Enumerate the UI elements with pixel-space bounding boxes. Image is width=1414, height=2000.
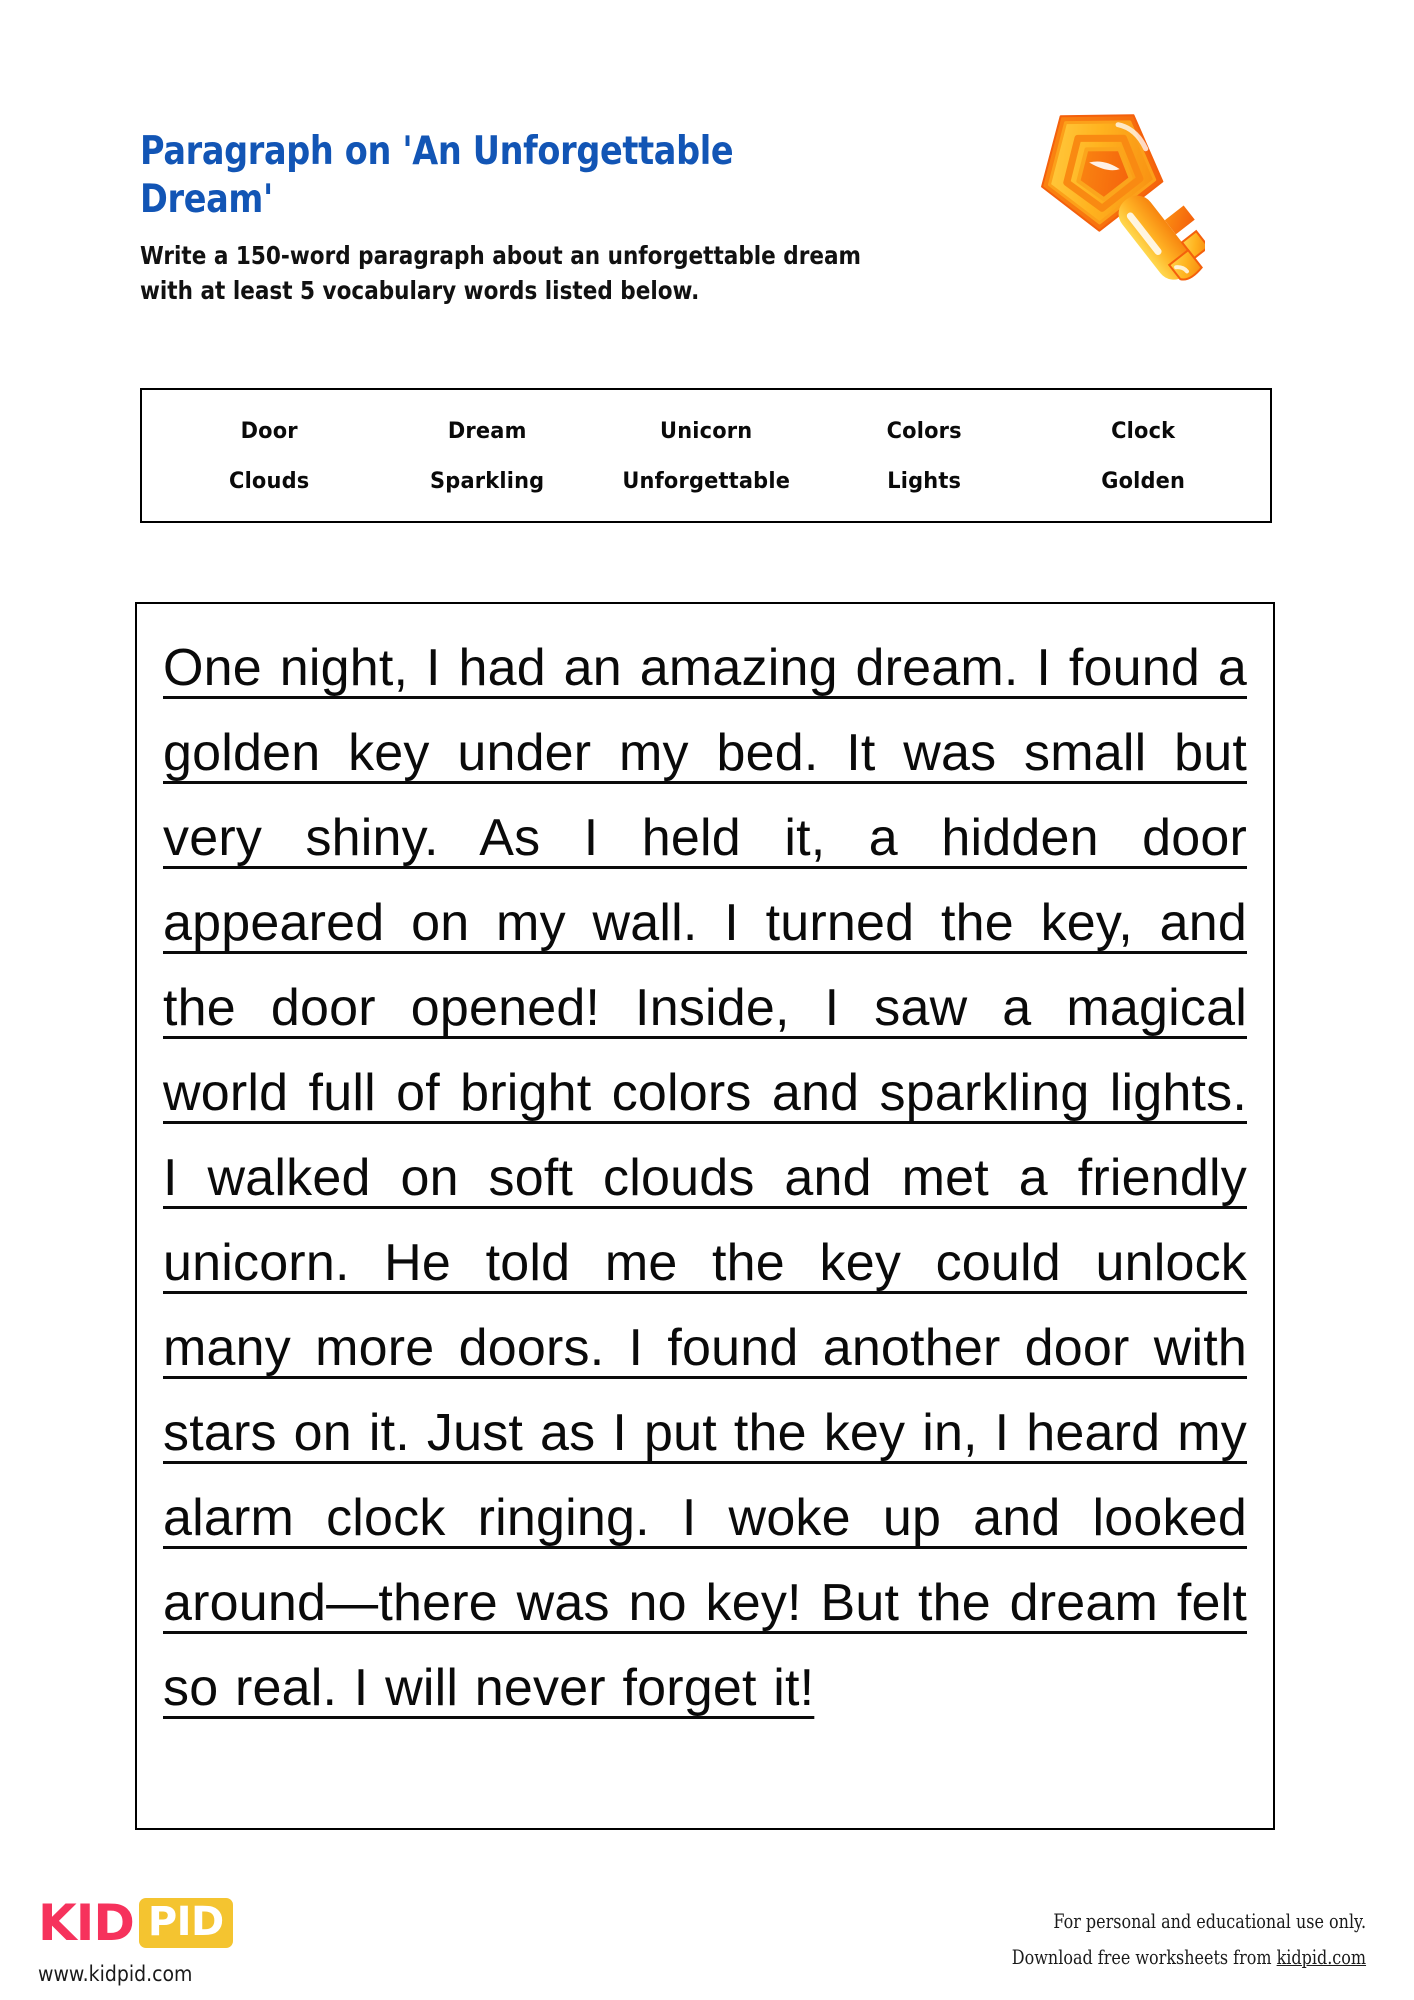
vocabulary-word: Sparkling [430, 467, 545, 494]
footer-note-line-1: For personal and educational use only. [1053, 1910, 1366, 1933]
vocabulary-word: Unforgettable [622, 467, 790, 494]
logo-pid-badge: PID [139, 1898, 233, 1948]
vocabulary-word: Unicorn [659, 417, 753, 444]
worksheet-header [140, 128, 1040, 309]
vocabulary-word: Dream [448, 417, 527, 444]
answer-paragraph: One night, I had an amazing dream. I found a golden key under my bed. It was small but very shiny. As I held it, a hidden door appeared on my wall. I turned the key, and the door opened! Inside, I saw a magical world full of bright colors and sparkling lights. I walked on soft clouds and met a friendly unicorn. He told me the key could unlock many more doors. I found another door with stars on it. Just as I put the key in, I heard my alarm clock ringing. I woke up and looked around—there was no key! But the dream felt so real. I will never forget it! [163, 639, 1247, 1717]
footer-site-link[interactable]: kidpid.com [1276, 1946, 1366, 1970]
vocabulary-word: Door [240, 417, 298, 444]
page-title: Paragraph on 'An Unforgettable Dream' [140, 129, 734, 222]
vocabulary-word: Golden [1100, 467, 1185, 494]
vocabulary-word: Lights [887, 467, 962, 494]
footer-note-prefix: Download free worksheets from [1011, 1946, 1277, 1970]
vocabulary-word: Clouds [229, 467, 310, 494]
vocabulary-row [160, 418, 1252, 444]
logo-kid-text: KID [38, 1894, 134, 1952]
footer-note-line-2 [1012, 1940, 1366, 1976]
logo-mark [38, 1894, 288, 1952]
vocabulary-word: Clock [1110, 417, 1175, 444]
answer-area[interactable] [135, 602, 1275, 1830]
kidpid-logo[interactable] [38, 1894, 288, 1986]
vocabulary-row [160, 468, 1252, 494]
footer-usage-note [1012, 1904, 1366, 1976]
golden-key-icon [995, 95, 1205, 310]
logo-website-url: www.kidpid.com [38, 1962, 193, 1986]
vocabulary-word-bank [140, 388, 1272, 523]
page-footer [0, 1888, 1414, 2000]
instruction-text: Write a 150-word paragraph about an unforgettable dream with at least 5 vocabulary words listed below. [140, 241, 861, 305]
vocabulary-word: Colors [886, 417, 963, 444]
